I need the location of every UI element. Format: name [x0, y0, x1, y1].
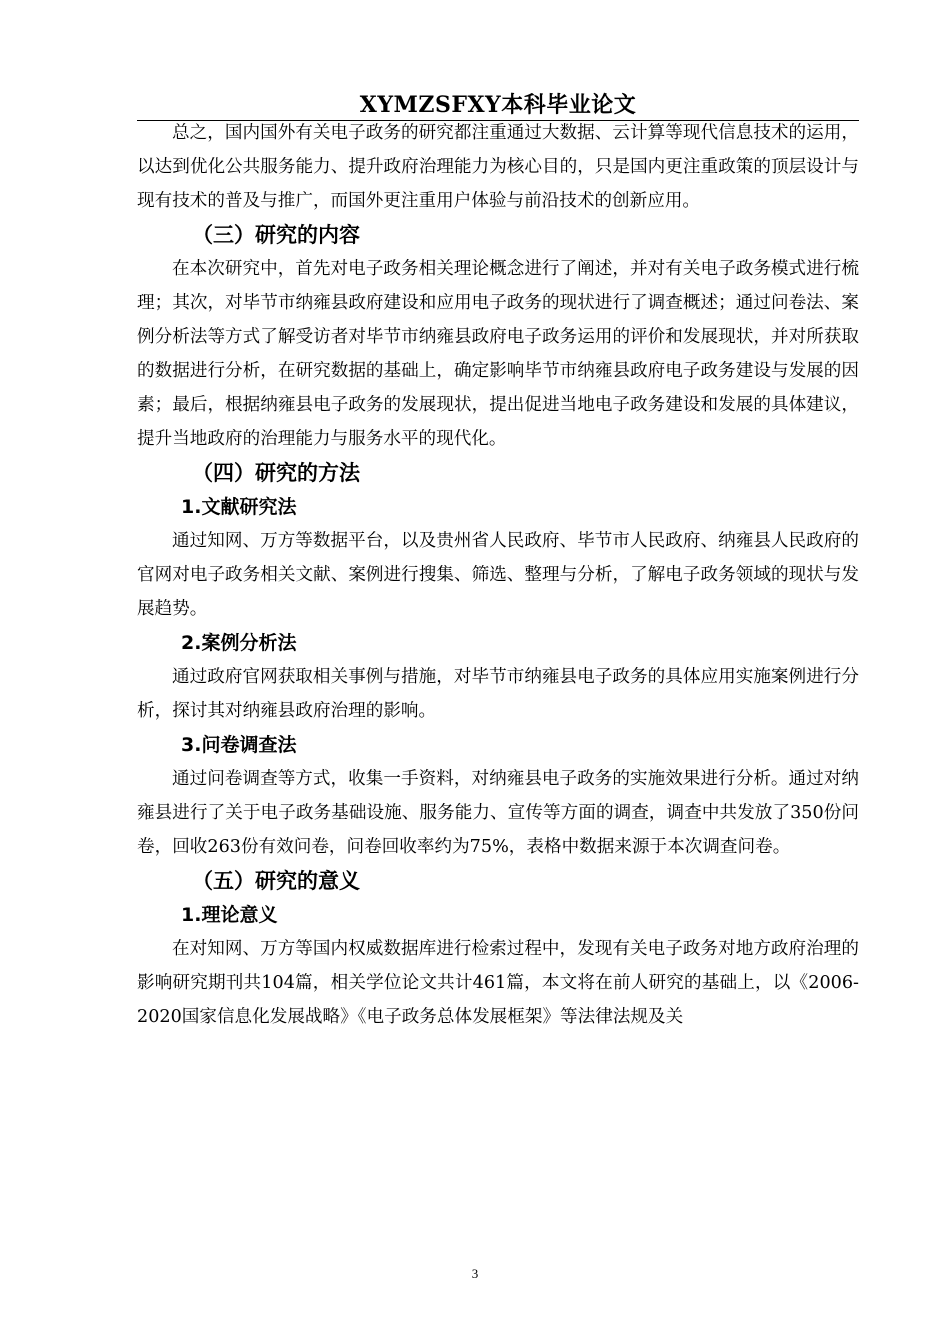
section-heading-significance: （五）研究的意义 — [192, 869, 360, 893]
theory-significance-heading: 1.理论意义 — [181, 904, 278, 926]
method-survey-heading: 3.问卷调查法 — [181, 734, 297, 756]
header-title: XYMZSFXY本科毕业论文 — [359, 92, 637, 118]
method-case-heading: 2.案例分析法 — [181, 632, 297, 654]
intro-paragraph: 总之，国内国外有关电子政务的研究都注重通过大数据、云计算等现代信息技术的运用，以达到优化公共服务能力、提升政府治理能力为核心目的，只是国内更注重政策的顶层设计与现有技术的普及与推广，而国外更注重用户体验与前沿技术的创新应用。 — [137, 123, 859, 211]
section-heading-methods: （四）研究的方法 — [192, 461, 360, 485]
content-paragraph: 在本次研究中，首先对电子政务相关理论概念进行了阐述，并对有关电子政务模式进行梳理；其次，对毕节市纳雍县政府建设和应用电子政务的现状进行了调查概述；通过问卷法、案例分析法等方式了解受访者对毕节市纳雍县政府电子政务运用的评价和发展现状，并对所获取的数据进行分析，在研究数据的基础上，确定影响毕节市纳雍县政府电子政务建设与发展的因素；最后，根据纳雍县电子政务的发展现状，提出促进当地电子政务建设和发展的具体建议，提升当地政府的治理能力与服务水平的现代化。 — [137, 259, 859, 449]
section-heading-content: （三）研究的内容 — [192, 223, 360, 247]
theory-significance-paragraph: 在对知网、万方等国内权威数据库进行检索过程中，发现有关电子政务对地方政府治理的影响研究期刊共104篇，相关学位论文共计461篇，本文将在前人研究的基础上，以《2006-2020国家信息化发展战略》《电子政务总体发展框架》等法律法规及关 — [137, 939, 859, 1027]
method-literature-heading: 1.文献研究法 — [181, 496, 297, 518]
page-header — [137, 88, 859, 119]
method-case-paragraph: 通过政府官网获取相关事例与措施，对毕节市纳雍县电子政务的具体应用实施案例进行分析，探讨其对纳雍县政府治理的影响。 — [137, 667, 859, 721]
body-content — [137, 116, 859, 1034]
method-literature-paragraph: 通过知网、万方等数据平台，以及贵州省人民政府、毕节市人民政府、纳雍县人民政府的官网对电子政务相关文献、案例进行搜集、筛选、整理与分析，了解电子政务领域的现状与发展趋势。 — [137, 531, 859, 619]
page-number: 3 — [471, 1266, 479, 1281]
method-survey-paragraph: 通过问卷调查等方式，收集一手资料，对纳雍县电子政务的实施效果进行分析。通过对纳雍县进行了关于电子政务基础设施、服务能力、宣传等方面的调查，调查中共发放了350份问卷，回收263份有效问卷，问卷回收率约为75%，表格中数据来源于本次调查问卷。 — [137, 769, 859, 857]
